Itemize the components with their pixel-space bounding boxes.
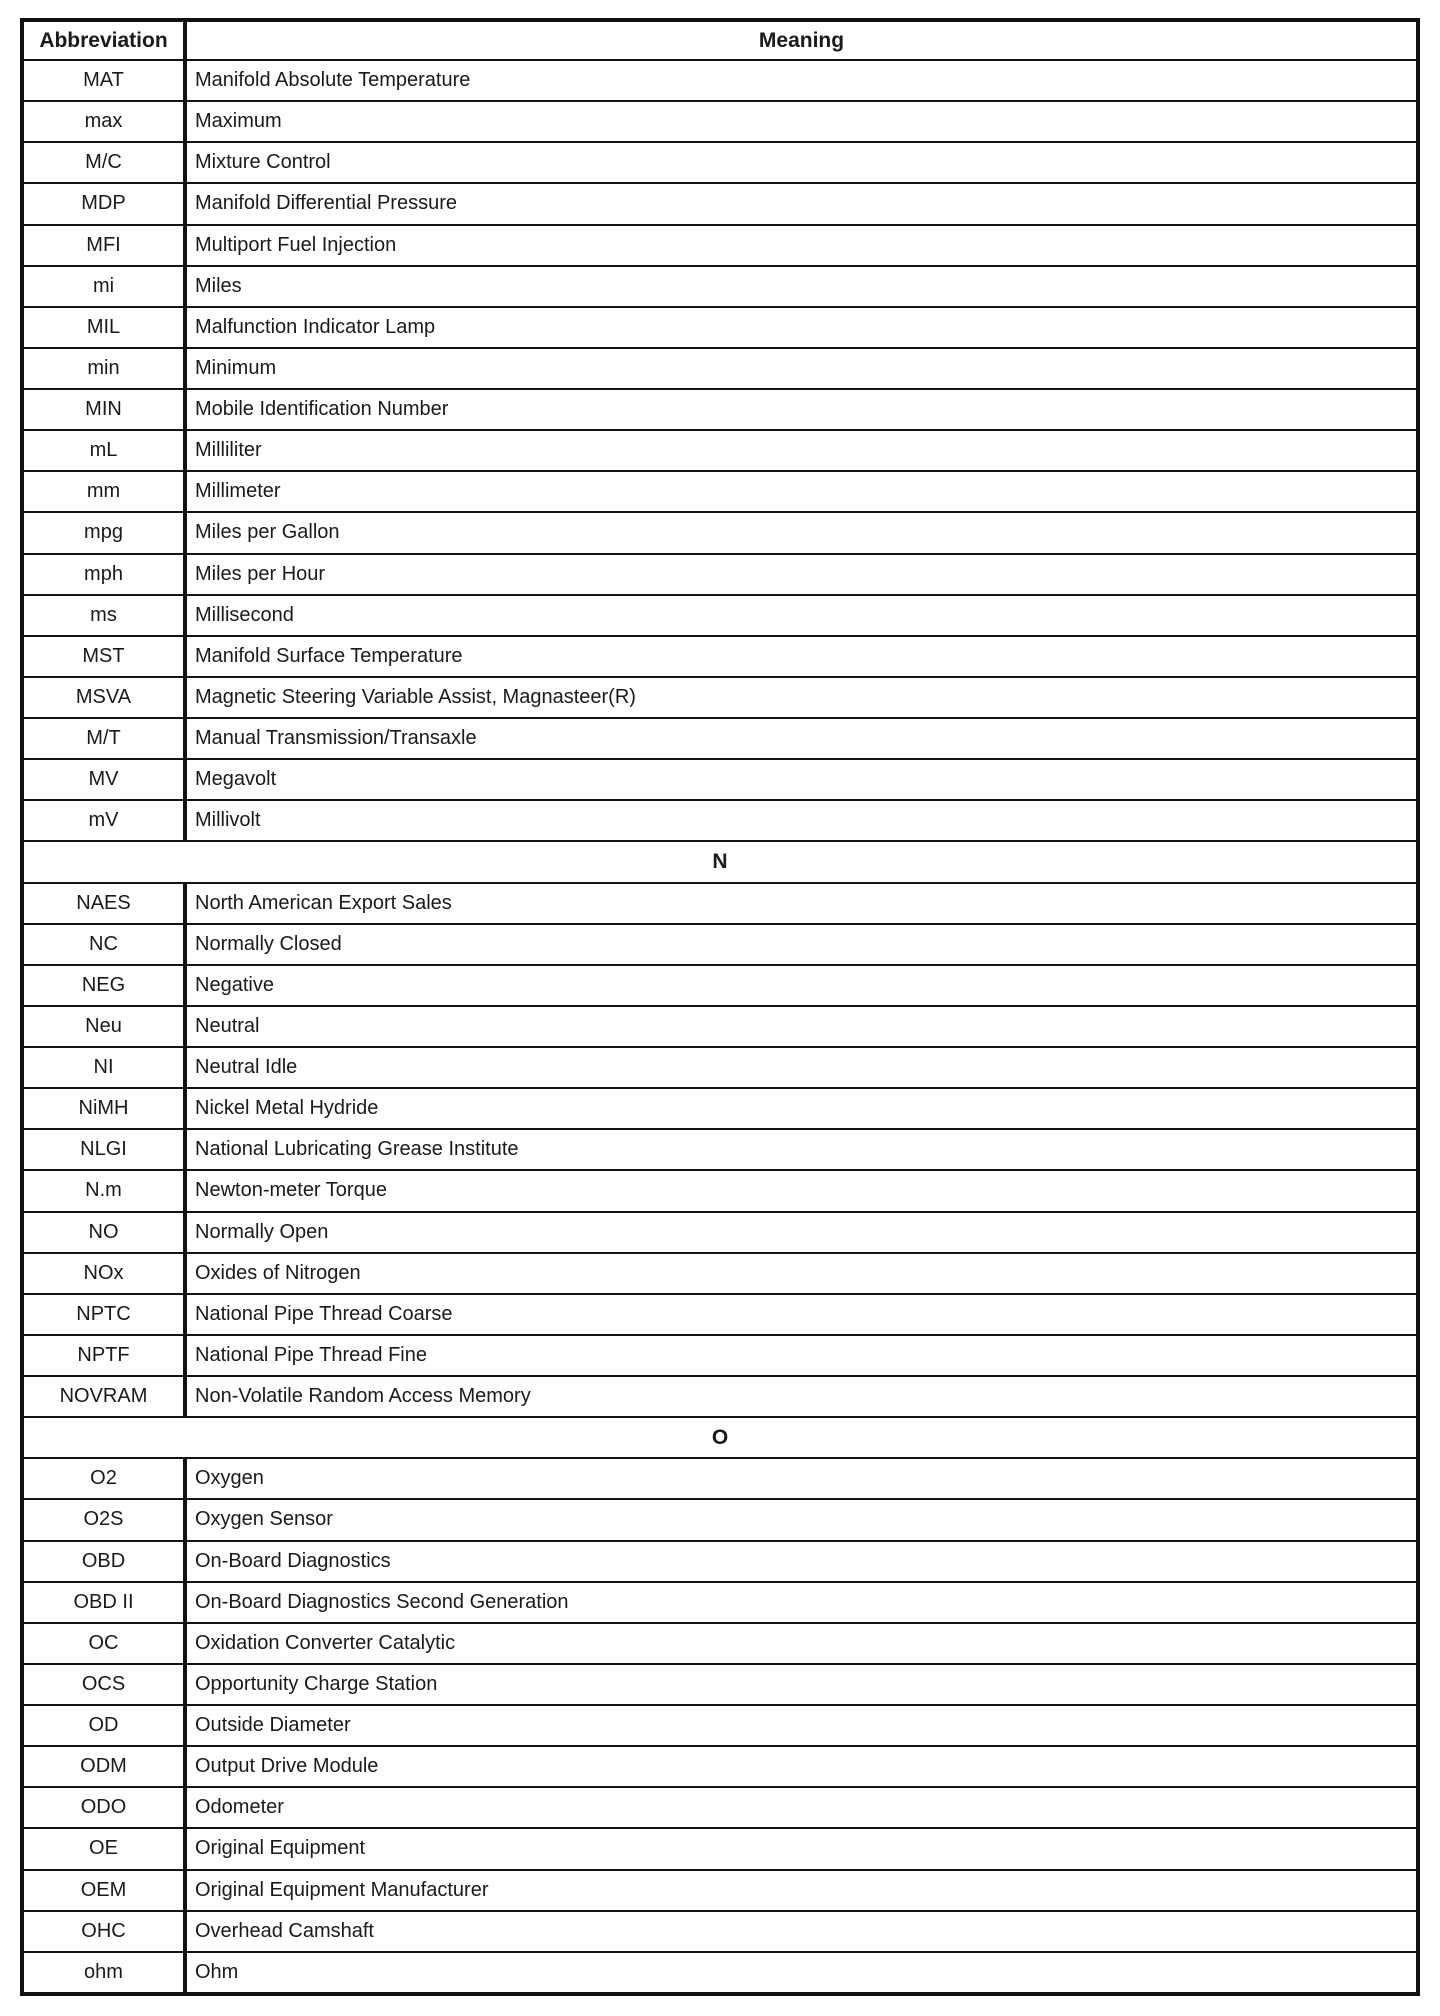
abbreviation-cell: max [22, 101, 185, 142]
abbreviation-cell: OHC [22, 1911, 185, 1952]
table-row [22, 348, 1418, 389]
meaning-cell: On-Board Diagnostics Second Generation [185, 1582, 1418, 1623]
meaning-cell: Oxides of Nitrogen [185, 1253, 1418, 1294]
meaning-cell: Manual Transmission/Transaxle [185, 718, 1418, 759]
abbreviation-cell: NPTC [22, 1294, 185, 1335]
meaning-cell: Oxygen Sensor [185, 1499, 1418, 1540]
meaning-cell: Millimeter [185, 471, 1418, 512]
abbreviation-cell: MV [22, 759, 185, 800]
table-row [22, 1746, 1418, 1787]
meaning-cell: Multiport Fuel Injection [185, 225, 1418, 266]
table-row [22, 512, 1418, 553]
meaning-cell: Manifold Differential Pressure [185, 183, 1418, 224]
table-header [22, 20, 1418, 60]
abbreviation-cell: M/T [22, 718, 185, 759]
abbreviation-cell: mm [22, 471, 185, 512]
meaning-cell: Milliliter [185, 430, 1418, 471]
table-row [22, 554, 1418, 595]
table-row [22, 1170, 1418, 1211]
meaning-cell: Minimum [185, 348, 1418, 389]
section-header-row [22, 841, 1418, 882]
abbreviation-cell: NAES [22, 883, 185, 924]
abbreviation-cell: NO [22, 1212, 185, 1253]
meaning-cell: Normally Open [185, 1212, 1418, 1253]
abbreviation-cell: N.m [22, 1170, 185, 1211]
abbreviation-cell: OC [22, 1623, 185, 1664]
meaning-cell: Oxidation Converter Catalytic [185, 1623, 1418, 1664]
table-row [22, 1623, 1418, 1664]
table-row [22, 1582, 1418, 1623]
table-row [22, 636, 1418, 677]
abbreviation-cell: MST [22, 636, 185, 677]
table-row [22, 471, 1418, 512]
abbreviation-cell: NC [22, 924, 185, 965]
table-row [22, 1828, 1418, 1869]
meaning-cell: North American Export Sales [185, 883, 1418, 924]
abbreviation-cell: OEM [22, 1870, 185, 1911]
table-body [22, 60, 1418, 1994]
abbreviation-cell: NiMH [22, 1088, 185, 1129]
meaning-cell: Normally Closed [185, 924, 1418, 965]
meaning-cell: Newton-meter Torque [185, 1170, 1418, 1211]
abbreviation-cell: mL [22, 430, 185, 471]
table-row [22, 1664, 1418, 1705]
meaning-cell: Malfunction Indicator Lamp [185, 307, 1418, 348]
table-row [22, 1787, 1418, 1828]
abbreviation-cell: MDP [22, 183, 185, 224]
meaning-cell: Mixture Control [185, 142, 1418, 183]
meaning-cell: Odometer [185, 1787, 1418, 1828]
table-row [22, 1129, 1418, 1170]
meaning-cell: Outside Diameter [185, 1705, 1418, 1746]
table-row [22, 1212, 1418, 1253]
meaning-cell: Megavolt [185, 759, 1418, 800]
abbreviation-cell: mV [22, 800, 185, 841]
abbreviation-cell: ohm [22, 1952, 185, 1994]
abbreviation-cell: OD [22, 1705, 185, 1746]
abbreviation-cell: OE [22, 1828, 185, 1869]
header-row [22, 20, 1418, 60]
table-row [22, 1047, 1418, 1088]
table-row [22, 142, 1418, 183]
meaning-cell: Original Equipment [185, 1828, 1418, 1869]
abbreviation-cell: mpg [22, 512, 185, 553]
table-row [22, 225, 1418, 266]
table-row [22, 1870, 1418, 1911]
table-row [22, 1294, 1418, 1335]
table-row [22, 759, 1418, 800]
table-row [22, 1376, 1418, 1417]
meaning-cell: Maximum [185, 101, 1418, 142]
abbreviation-cell: ODM [22, 1746, 185, 1787]
abbreviation-cell: MIL [22, 307, 185, 348]
abbreviation-cell: NOx [22, 1253, 185, 1294]
meaning-cell: Non-Volatile Random Access Memory [185, 1376, 1418, 1417]
table-row [22, 1006, 1418, 1047]
meaning-cell: Millisecond [185, 595, 1418, 636]
table-row [22, 1253, 1418, 1294]
meaning-cell: Miles per Hour [185, 554, 1418, 595]
meaning-cell: Ohm [185, 1952, 1418, 1994]
abbreviation-cell: mph [22, 554, 185, 595]
abbreviation-cell: ODO [22, 1787, 185, 1828]
section-letter: O [22, 1417, 1418, 1458]
table-row [22, 1335, 1418, 1376]
meaning-cell: Millivolt [185, 800, 1418, 841]
table-row [22, 595, 1418, 636]
abbreviation-cell: MAT [22, 60, 185, 101]
abbreviation-cell: NEG [22, 965, 185, 1006]
abbreviation-cell: NI [22, 1047, 185, 1088]
column-header-abbreviation: Abbreviation [22, 20, 185, 60]
section-header-row [22, 1417, 1418, 1458]
abbreviation-cell: OCS [22, 1664, 185, 1705]
abbreviation-cell: MFI [22, 225, 185, 266]
abbreviation-cell: M/C [22, 142, 185, 183]
meaning-cell: National Pipe Thread Coarse [185, 1294, 1418, 1335]
meaning-cell: Nickel Metal Hydride [185, 1088, 1418, 1129]
abbreviation-cell: OBD II [22, 1582, 185, 1623]
table-row [22, 965, 1418, 1006]
table-row [22, 1952, 1418, 1994]
section-letter: N [22, 841, 1418, 882]
meaning-cell: Opportunity Charge Station [185, 1664, 1418, 1705]
meaning-cell: Manifold Surface Temperature [185, 636, 1418, 677]
table-row [22, 101, 1418, 142]
table-row [22, 1088, 1418, 1129]
abbreviations-table [20, 18, 1420, 1996]
table-row [22, 1499, 1418, 1540]
abbreviation-cell: NPTF [22, 1335, 185, 1376]
table-row [22, 307, 1418, 348]
abbreviation-cell: O2 [22, 1458, 185, 1499]
table-row [22, 430, 1418, 471]
abbreviation-cell: mi [22, 266, 185, 307]
abbreviation-cell: min [22, 348, 185, 389]
table-row [22, 1458, 1418, 1499]
abbreviation-cell: NOVRAM [22, 1376, 185, 1417]
meaning-cell: Neutral Idle [185, 1047, 1418, 1088]
meaning-cell: Neutral [185, 1006, 1418, 1047]
meaning-cell: Negative [185, 965, 1418, 1006]
abbreviation-cell: OBD [22, 1541, 185, 1582]
abbreviation-cell: Neu [22, 1006, 185, 1047]
meaning-cell: National Pipe Thread Fine [185, 1335, 1418, 1376]
abbreviation-cell: MSVA [22, 677, 185, 718]
table-row [22, 883, 1418, 924]
table-row [22, 718, 1418, 759]
meaning-cell: Output Drive Module [185, 1746, 1418, 1787]
abbreviation-cell: ms [22, 595, 185, 636]
table-row [22, 800, 1418, 841]
column-header-meaning: Meaning [185, 20, 1418, 60]
table-row [22, 1705, 1418, 1746]
abbreviation-cell: MIN [22, 389, 185, 430]
table-row [22, 1541, 1418, 1582]
meaning-cell: Original Equipment Manufacturer [185, 1870, 1418, 1911]
table-row [22, 183, 1418, 224]
table-row [22, 60, 1418, 101]
meaning-cell: Manifold Absolute Temperature [185, 60, 1418, 101]
meaning-cell: Miles [185, 266, 1418, 307]
meaning-cell: Mobile Identification Number [185, 389, 1418, 430]
abbreviation-cell: NLGI [22, 1129, 185, 1170]
meaning-cell: Magnetic Steering Variable Assist, Magnasteer(R) [185, 677, 1418, 718]
meaning-cell: National Lubricating Grease Institute [185, 1129, 1418, 1170]
meaning-cell: Oxygen [185, 1458, 1418, 1499]
meaning-cell: Miles per Gallon [185, 512, 1418, 553]
meaning-cell: Overhead Camshaft [185, 1911, 1418, 1952]
meaning-cell: On-Board Diagnostics [185, 1541, 1418, 1582]
abbreviation-cell: O2S [22, 1499, 185, 1540]
table-row [22, 677, 1418, 718]
table-row [22, 266, 1418, 307]
table-row [22, 924, 1418, 965]
table-row [22, 1911, 1418, 1952]
table-row [22, 389, 1418, 430]
